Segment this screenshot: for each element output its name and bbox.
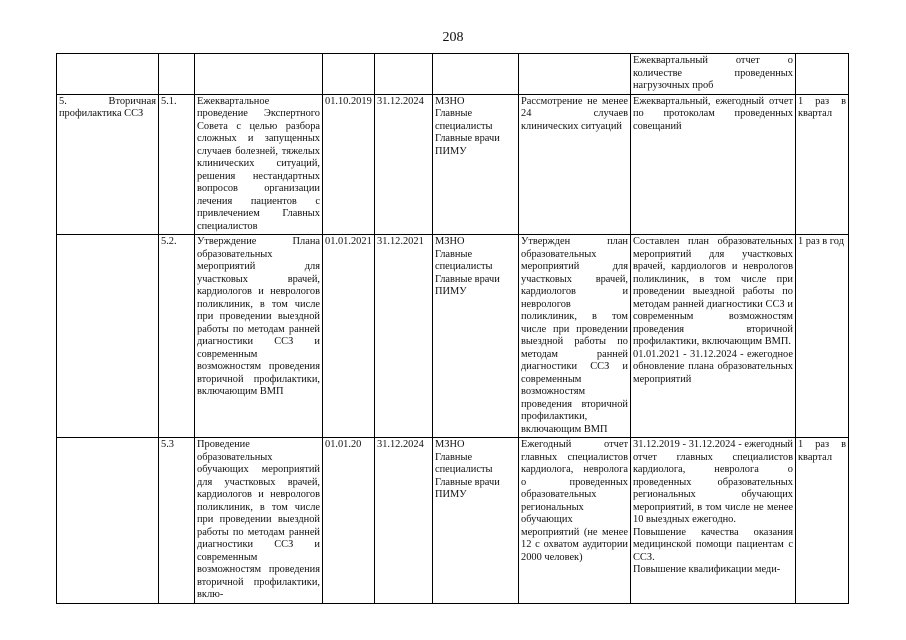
period-cell: 1 раз в квартал xyxy=(796,438,849,604)
start-date-cell: 01.10.2019 xyxy=(323,94,375,235)
end-date-cell: 31.12.2021 xyxy=(375,235,433,438)
measure-cell: Проведение образовательных обучающих мероприятий для участковых врачей, кардиологов и неврологов поликлиник, в том числе при проведении выездной работы по методам ранней диагностики ССЗ и современным возможностям проведения вторичной профилактики, вклю- xyxy=(195,438,323,604)
number-cell: 5.2. xyxy=(159,235,195,438)
responsible-cell xyxy=(433,54,519,95)
table-row xyxy=(57,235,849,438)
end-date-cell: 31.12.2024 xyxy=(375,94,433,235)
control-cell: Ежеквартальный, ежегодный отчет по протоколам проведенных совещаний xyxy=(631,94,796,235)
number-cell: 5.1. xyxy=(159,94,195,235)
table-row xyxy=(57,94,849,235)
number-cell: 5.3 xyxy=(159,438,195,604)
result-cell: Ежегодный отчет главных специалистов кардиолога, невролога о проведенных образовательных региональных обучающих мероприятий (не менее 12 с охватом аудитории 2000 человек) xyxy=(519,438,631,604)
responsible-cell: МЗНО Главные специалисты Главные врачи ПИМУ xyxy=(433,235,519,438)
section-cell xyxy=(57,235,159,438)
start-date-cell: 01.01.20 xyxy=(323,438,375,604)
control-cell: Ежеквартальный отчет о количестве проведенных нагрузочных проб xyxy=(631,54,796,95)
start-date-cell: 01.01.2021 xyxy=(323,235,375,438)
measure-cell: Утверждение Плана образовательных мероприятий для участковых врачей, кардиологов и неврологов поликлиник, в том числе при проведении выездной работы по методам ранней диагностики ССЗ и современным возможностям проведения вторичной профилактики, включающим ВМП xyxy=(195,235,323,438)
end-date-cell: 31.12.2024 xyxy=(375,438,433,604)
period-cell: 1 раз в год xyxy=(796,235,849,438)
measure-cell xyxy=(195,54,323,95)
control-cell: Составлен план образовательных мероприятий для участковых врачей, кардиологов и неврологов поликлиник, в том числе при проведении выездной работы по методам ранней диагностики ССЗ и современным возможностям проведения вторичной профилактики, включающим ВМП. 01.01.2021 - 31.12.2024 - ежегодное обновление плана образовательных мероприятий xyxy=(631,235,796,438)
start-date-cell xyxy=(323,54,375,95)
end-date-cell xyxy=(375,54,433,95)
period-cell: 1 раз в квартал xyxy=(796,94,849,235)
table-row xyxy=(57,54,849,95)
measure-cell: Ежеквартальное проведение Экспертного Совета с целью разбора сложных и запущенных случаев болезней, тяжелых клинических ситуаций, решения нестандартных вопросов организации лечения пациентов с привлечением Главных специалистов xyxy=(195,94,323,235)
measures-table xyxy=(56,53,849,604)
result-cell: Утвержден план образовательных мероприятий для участковых врачей, кардиологов и неврологов поликлиник, в том числе при проведении выездной работы по методам ранней диагностики ССЗ и современным возможностям проведения вторичной профилактики, включающим ВМП xyxy=(519,235,631,438)
section-cell xyxy=(57,438,159,604)
number-cell xyxy=(159,54,195,95)
result-cell xyxy=(519,54,631,95)
section-cell xyxy=(57,54,159,95)
period-cell xyxy=(796,54,849,95)
responsible-cell: МЗНО Главные специалисты Главные врачи ПИМУ xyxy=(433,94,519,235)
page-number: 208 xyxy=(442,30,464,45)
result-cell: Рассмотрение не менее 24 случаев клинических ситуаций xyxy=(519,94,631,235)
table-row xyxy=(57,438,849,604)
section-cell: 5. Вторичная профилактика ССЗ xyxy=(57,94,159,235)
control-cell: 31.12.2019 - 31.12.2024 - ежегодный отчет главных специалистов кардиолога, невролога о проведенных образовательных региональных обучающих мероприятий, в том числе не менее 10 выездных ежегодно. Повышение качества оказания медицинской помощи пациентам с ССЗ. Повышение квалификации меди- xyxy=(631,438,796,604)
responsible-cell: МЗНО Главные специалисты Главные врачи ПИМУ xyxy=(433,438,519,604)
